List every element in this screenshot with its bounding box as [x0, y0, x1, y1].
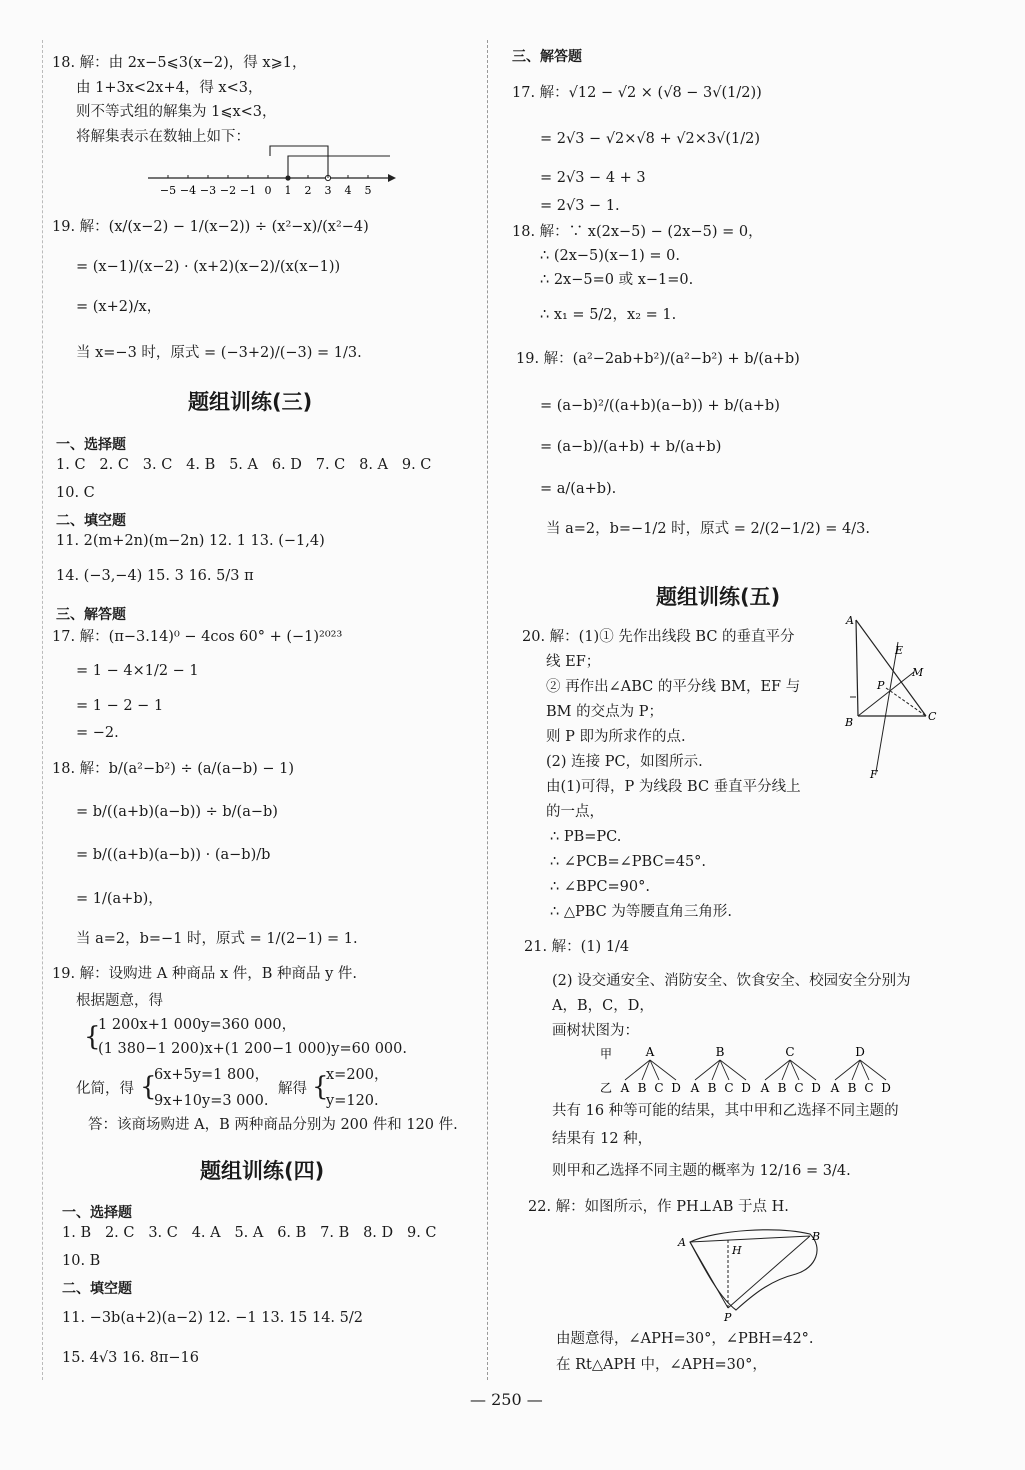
numberline-label: −2	[219, 184, 237, 197]
fill4-line-1: 11. −3b(a+2)(a−2) 12. −1 13. 15 14. 5/2	[62, 1310, 363, 1326]
tree-root-label: D	[855, 1045, 865, 1059]
tree-leaf-label: B	[637, 1081, 647, 1095]
q19-3-y: y=120.	[326, 1093, 379, 1109]
q18-3-line-1: 18. 解：b/(a²−b²) ÷ (a/(a−b) − 1)	[52, 761, 295, 777]
q19-r-line-3: = (a−b)/(a+b) + b/(a+b)	[540, 439, 722, 455]
tree-leaf-label: D	[811, 1081, 821, 1095]
numberline-label: 4	[344, 184, 352, 197]
figure-q22	[676, 1224, 826, 1324]
q20-line-3: ② 再作出∠ABC 的平分线 BM，EF 与	[546, 679, 801, 695]
heading-fill-4: 二、填空题	[62, 1281, 132, 1297]
mc3-5: 5. A	[229, 457, 258, 473]
fig22-label-a: A	[678, 1236, 686, 1249]
tree-leaf-label: A	[690, 1081, 700, 1095]
q20-line-9: ∴ PB=PC.	[550, 829, 622, 845]
tree-leaf-label: B	[847, 1081, 857, 1095]
q19-line-4: 当 x=−3 时，原式 = (−3+2)/(−3) = 1/3.	[76, 345, 362, 361]
q19-3-eq-2: (1 380−1 200)x+(1 200−1 000)y=60 000.	[98, 1041, 407, 1057]
section-title-3: 题组训练(三)	[188, 390, 313, 414]
q20-line-8: 的一点，	[546, 804, 604, 820]
q18-3-line-5: 当 a=2，b=−1 时，原式 = 1/(2−1) = 1.	[76, 931, 358, 947]
q19-line-2: = (x−1)/(x−2) · (x+2)(x−2)/(x(x−1))	[76, 259, 341, 275]
system-brace-3: {	[312, 1072, 329, 1102]
mc4-7: 7. B	[320, 1225, 350, 1241]
numberline-label: −1	[239, 184, 257, 197]
numberline-label: −4	[179, 184, 197, 197]
tree-leaf-label: C	[724, 1081, 734, 1095]
q19-3-x: x=200，	[326, 1067, 389, 1083]
q18-3-line-3: = b/((a+b)(a−b)) · (a−b)/b	[76, 847, 271, 863]
mc3-1: 1. C	[56, 457, 86, 473]
q17-line-3: = 2√3 − 4 + 3	[540, 170, 646, 186]
q19-line-3: = (x+2)/x，	[76, 299, 162, 315]
q20-line-1: 20. 解：(1)① 先作出线段 BC 的垂直平分	[522, 629, 795, 645]
fig22-label-h: H	[732, 1244, 742, 1257]
mc4-6: 6. B	[277, 1225, 307, 1241]
q19-3-eq-3: 6x+5y=1 800，	[154, 1067, 270, 1083]
fig22-label-p: P	[724, 1311, 732, 1324]
q20-line-5: 则 P 即为所求作的点.	[546, 729, 686, 745]
q19-3-line-1: 19. 解：设购进 A 种商品 x 件，B 种商品 y 件.	[52, 966, 358, 982]
mc3-3: 3. C	[142, 457, 173, 473]
q19-3-simplify: 化简，得	[76, 1081, 134, 1097]
q19-3-eq-4: 9x+10y=3 000.	[154, 1093, 269, 1109]
tree-leaf-label: D	[671, 1081, 681, 1095]
mc4-2: 2. C	[104, 1225, 135, 1241]
numberline-label: 3	[324, 184, 332, 197]
q17-line-4: = 2√3 − 1.	[540, 198, 620, 214]
q19-r-line-5: 当 a=2，b=−1/2 时，原式 = 2/(2−1/2) = 4/3.	[546, 521, 870, 537]
tree-leaf-label: D	[881, 1081, 891, 1095]
tree-branch	[790, 1060, 816, 1080]
q20-line-7: 由(1)可得，P 为线段 BC 垂直平分线上	[546, 779, 801, 795]
numberline-label: 2	[304, 184, 312, 197]
mc3-9: 9. C	[401, 457, 432, 473]
mc3-6: 6. D	[271, 457, 302, 473]
q18-line-1: 18. 解：由 2x−5⩽3(x−2)，得 x⩾1，	[52, 55, 307, 71]
q17-3-line-1: 17. 解：(π−3.14)⁰ − 4cos 60° + (−1)²⁰²³	[52, 629, 343, 645]
q21-line-3: A，B，C，D，	[552, 998, 654, 1014]
tree-leaf-label: A	[830, 1081, 840, 1095]
tree-branch	[720, 1060, 746, 1080]
tree-jia: 甲	[600, 1047, 613, 1061]
numberline-label: 5	[364, 184, 372, 197]
q21-line-5: 共有 16 种等可能的结果，其中甲和乙选择不同主题的	[552, 1103, 899, 1119]
q21-line-2: (2) 设交通安全、消防安全、饮食安全、校园安全分别为	[552, 973, 911, 989]
q18-r-line-2: ∴ (2x−5)(x−1) = 0.	[540, 248, 680, 264]
q19-r-line-1: 19. 解：(a²−2ab+b²)/(a²−b²) + b/(a+b)	[516, 351, 800, 367]
q22-line-2: 由题意得，∠APH=30°，∠PBH=42°.	[556, 1331, 814, 1347]
q21-line-7: 则甲和乙选择不同主题的概率为 12/16 = 3/4.	[552, 1163, 851, 1179]
fig20-label-c: C	[928, 710, 937, 723]
system-brace-2: {	[140, 1072, 157, 1102]
q17-3-line-3: = 1 − 2 − 1	[76, 698, 164, 714]
q21-line-4: 画树状图为：	[552, 1023, 639, 1039]
choice-answers-3	[56, 457, 431, 473]
numberline-label: 1	[284, 184, 292, 197]
q22-line-1: 22. 解：如图所示，作 PH⊥AB 于点 H.	[528, 1199, 789, 1215]
tree-leaf-label: B	[777, 1081, 787, 1095]
figure-q20	[840, 612, 970, 787]
heading-choice-4: 一、选择题	[62, 1205, 132, 1221]
fig20-label-b: B	[845, 716, 854, 729]
q20-line-4: BM 的交点为 P；	[546, 704, 663, 720]
fig20-label-a: A	[846, 614, 854, 627]
mc3-10: 10. C	[56, 485, 95, 501]
q18-line-2: 由 1+3x<2x+4，得 x<3，	[76, 80, 263, 96]
q17-3-line-2: = 1 − 4×1/2 − 1	[76, 663, 199, 679]
column-divider	[487, 40, 488, 1380]
number-line-figure	[140, 140, 400, 200]
choice-answers-4	[62, 1225, 437, 1241]
section-title-5: 题组训练(五)	[656, 585, 781, 609]
fill3-line-2: 14. (−3,−4) 15. 3 16. 5/3 π	[56, 568, 254, 584]
mc3-7: 7. C	[315, 457, 346, 473]
tree-leaf-label: C	[654, 1081, 664, 1095]
tree-leaf-label: A	[620, 1081, 630, 1095]
mc4-9: 9. C	[406, 1225, 437, 1241]
mc4-3: 3. C	[148, 1225, 178, 1241]
mc4-5: 5. A	[234, 1225, 264, 1241]
fill3-line-1: 11. 2(m+2n)(m−2n) 12. 1 13. (−1,4)	[56, 533, 325, 549]
q20-line-6: (2) 连接 PC，如图所示.	[546, 754, 703, 770]
tree-root-label: A	[645, 1045, 655, 1059]
q21-line-6: 结果有 12 种，	[552, 1131, 653, 1147]
fig22-label-b: B	[812, 1230, 821, 1243]
heading-solve-3: 三、解答题	[56, 607, 126, 623]
q20-line-10: ∴ ∠PCB=∠PBC=45°.	[550, 854, 707, 870]
q20-line-12: ∴ △PBC 为等腰直角三角形.	[550, 904, 732, 920]
q19-3-eq-1: 1 200x+1 000y=360 000，	[98, 1017, 297, 1033]
tree-yi: 乙	[600, 1081, 613, 1095]
q19-3-answer: 答：该商场购进 A，B 两种商品分别为 200 件和 120 件.	[88, 1117, 458, 1133]
q19-3-solve: 解得	[278, 1081, 307, 1097]
q19-line-1: 19. 解：(x/(x−2) − 1/(x−2)) ÷ (x²−x)/(x²−4)	[52, 219, 369, 235]
system-brace-1: {	[84, 1022, 101, 1052]
heading-fill-3: 二、填空题	[56, 513, 126, 529]
tree-leaf-label: A	[760, 1081, 770, 1095]
q20-line-11: ∴ ∠BPC=90°.	[550, 879, 650, 895]
page-number: — 250 —	[470, 1390, 543, 1409]
fill4-line-2: 15. 4√3 16. 8π−16	[62, 1350, 199, 1366]
q17-line-1: 17. 解：√12 − √2 × (√8 − 3√(1/2))	[512, 85, 762, 101]
q18-line-4: 将解集表示在数轴上如下：	[76, 129, 250, 145]
fig20-label-m: M	[912, 666, 924, 679]
tree-root-label: B	[715, 1045, 725, 1059]
fig20-label-p: P	[877, 679, 885, 692]
q18-r-line-4: ∴ x₁ = 5/2，x₂ = 1.	[540, 307, 677, 323]
tree-branch	[860, 1060, 886, 1080]
q18-r-line-1: 18. 解：∵ x(2x−5) − (2x−5) = 0，	[512, 224, 763, 240]
mc4-1: 1. B	[62, 1225, 92, 1241]
tree-diagram	[594, 1040, 914, 1100]
heading-solve-right: 三、解答题	[512, 49, 582, 65]
q17-3-line-4: = −2.	[76, 725, 119, 741]
mc3-2: 2. C	[99, 457, 129, 473]
section-title-4: 题组训练(四)	[200, 1159, 325, 1183]
q19-r-line-4: = a/(a+b).	[540, 481, 617, 497]
q18-r-line-3: ∴ 2x−5=0 或 x−1=0.	[540, 272, 694, 288]
q18-line-3: 则不等式组的解集为 1⩽x<3，	[76, 104, 277, 120]
mc4-4: 4. A	[191, 1225, 221, 1241]
left-margin-line	[42, 40, 43, 1380]
tree-leaf-label: B	[707, 1081, 717, 1095]
q20-line-2: 线 EF；	[546, 654, 601, 670]
tree-root-label: C	[785, 1045, 795, 1059]
tree-leaf-label: C	[864, 1081, 874, 1095]
mc3-8: 8. A	[359, 457, 389, 473]
tree-branch	[650, 1060, 676, 1080]
numberline-label: 0	[264, 184, 272, 197]
tree-leaf-label: D	[741, 1081, 751, 1095]
q22-line-3: 在 Rt△APH 中，∠APH=30°，	[556, 1357, 767, 1373]
fig20-label-e: E	[895, 644, 904, 657]
mc3-4: 4. B	[186, 457, 216, 473]
q19-3-line-2: 根据题意，得	[76, 993, 163, 1009]
q18-3-line-2: = b/((a+b)(a−b)) ÷ b/(a−b)	[76, 804, 278, 820]
numberline-label: −3	[199, 184, 217, 197]
q18-3-line-4: = 1/(a+b)，	[76, 891, 163, 907]
mc4-8: 8. D	[363, 1225, 394, 1241]
numberline-label: −5	[159, 184, 177, 197]
fig20-label-f: F	[870, 768, 878, 781]
mc4-10: 10. B	[62, 1253, 101, 1269]
q21-line-1: 21. 解：(1) 1/4	[524, 939, 630, 955]
tree-leaf-label: C	[794, 1081, 804, 1095]
q19-r-line-2: = (a−b)²/((a+b)(a−b)) + b/(a+b)	[540, 398, 780, 414]
heading-choice-3: 一、选择题	[56, 437, 126, 453]
q17-line-2: = 2√3 − √2×√8 + √2×3√(1/2)	[540, 131, 760, 147]
